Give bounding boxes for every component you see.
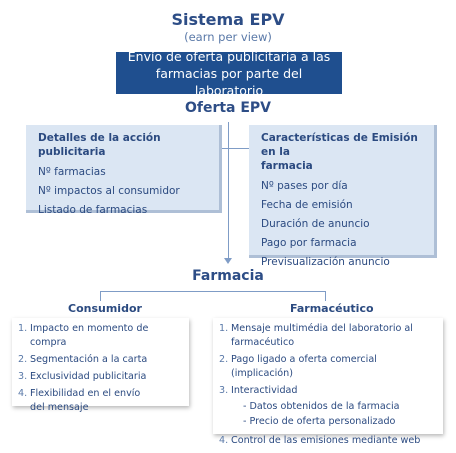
right-panel-title-line-1: Características de Emisión en la [261, 132, 418, 158]
left-panel [26, 125, 222, 216]
item-text-line-2: del mensaje [30, 402, 89, 413]
item-number: 2. [18, 354, 28, 365]
item-text [30, 387, 183, 415]
item-text: Exclusividad publicitaria [30, 371, 147, 382]
banner [116, 48, 342, 98]
farmaceutico-list [219, 322, 437, 448]
item-number: 4. [219, 435, 229, 446]
connector-farmaceutico-vertical [325, 291, 326, 301]
consumidor-title: Consumidor [68, 302, 142, 315]
right-panel-list [261, 177, 424, 272]
item-number: 1. [18, 323, 28, 334]
banner-line-1: Envío de oferta publicitaria a las [127, 48, 331, 64]
consumidor-panel [12, 318, 189, 413]
consumidor-item [18, 387, 183, 415]
item-text [231, 384, 437, 431]
right-panel-item: Fecha de emisión [261, 199, 353, 211]
connector-farmacia-horizontal [100, 291, 325, 292]
item-number: 3. [219, 385, 229, 396]
connector-consumidor-vertical [100, 291, 101, 301]
consumidor-item [18, 322, 183, 350]
farmaceutico-item [219, 322, 437, 350]
sub-list [243, 399, 437, 429]
item-text-line-1: Mensaje multimédia del laboratorio al [231, 323, 413, 334]
right-panel-title [261, 131, 424, 173]
farmaceutico-item [219, 434, 437, 448]
item-number: 2. [219, 354, 229, 365]
item-text-main: Interactividad [231, 385, 298, 396]
consumidor-item [18, 353, 183, 367]
item-text: Impacto en momento de compra [30, 323, 149, 348]
item-number: 4. [18, 388, 28, 399]
item-number: 3. [18, 371, 28, 382]
right-panel-title-line-2: farmacia [261, 160, 313, 172]
farmacia-title: Farmacia [192, 268, 264, 284]
item-text: Pago ligado a oferta comercial (implicación) [231, 354, 377, 379]
left-panel-item: Nº impactos al consumidor [38, 185, 180, 197]
diagram-subtitle: (earn per view) [184, 30, 272, 44]
sub-item: - Precio de oferta personalizado [243, 416, 396, 427]
right-panel-item: Nº pases por día [261, 180, 348, 192]
diagram-title: Sistema EPV [171, 10, 285, 29]
left-panel-item: Listado de farmacias [38, 204, 148, 216]
item-number: 1. [219, 323, 229, 334]
item-text: Control de las emisiones mediante web [231, 435, 421, 446]
right-panel-item: Pago por farmacia [261, 237, 357, 249]
right-panel-item: Previsualización anuncio [261, 256, 390, 268]
consumidor-list [18, 322, 183, 415]
oferta-title: Oferta EPV [184, 100, 272, 116]
item-text-line-1: Flexibilidad en el envío [30, 388, 141, 399]
left-panel-title: Detalles de la acción publicitaria [38, 132, 161, 158]
farmaceutico-panel [213, 318, 443, 446]
left-panel-list [38, 163, 209, 220]
farmaceutico-item [219, 384, 437, 431]
consumidor-item [18, 370, 183, 384]
banner-line-2: farmacias por parte del laboratorio [155, 65, 303, 98]
right-panel [249, 125, 437, 268]
farmaceutico-title: Farmacéutico [290, 302, 374, 315]
right-panel-item: Duración de anuncio [261, 218, 370, 230]
connector-panels-horizontal [222, 148, 249, 149]
item-text: Segmentación a la carta [30, 354, 148, 365]
left-panel-item: Nº farmacias [38, 166, 106, 178]
arrow-down-icon [224, 258, 232, 264]
sub-item: - Datos obtenidos de la farmacia [243, 401, 400, 412]
connector-center-vertical [228, 122, 229, 259]
item-text [231, 322, 437, 350]
item-text-line-2: farmacéutico [231, 337, 295, 348]
farmaceutico-item [219, 353, 437, 381]
